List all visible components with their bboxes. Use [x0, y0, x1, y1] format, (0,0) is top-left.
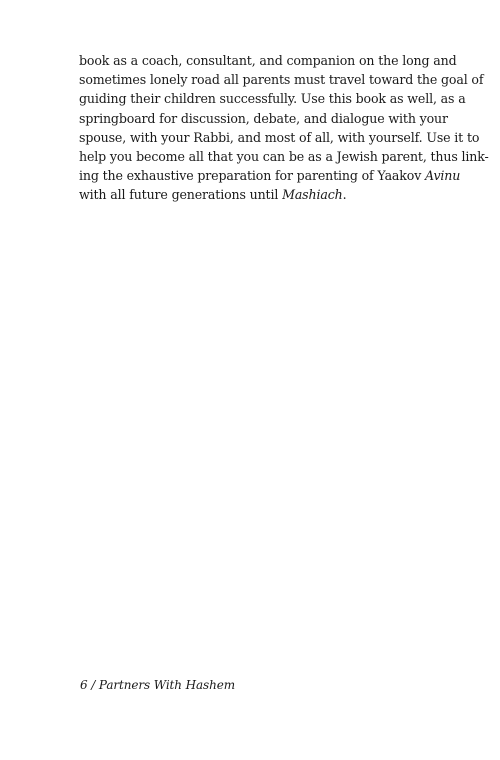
text-line-6: help you become all that you can be as a Jewish parent, thus link- — [79, 149, 489, 165]
text-line-5: spouse, with your Rabbi, and most of all, with yourself. Use it to — [79, 129, 480, 145]
text-line-8 — [79, 185, 441, 204]
text-line-8-roman: with all future generations until — [79, 187, 283, 203]
text-line-1: book as a coach, consultant, and companion on the long and — [79, 53, 457, 68]
text-line-8-italic: Mashiach — [282, 187, 343, 203]
body-paragraph — [79, 51, 489, 205]
text-line-7 — [79, 166, 461, 185]
text-line-4: springboard for discussion, debate, and dialogue with your — [79, 110, 448, 126]
text-line-8-period: . — [342, 187, 347, 203]
text-line-3: guiding their children successfully. Use this book as well, as a — [79, 91, 466, 107]
text-line-7-roman: ing the exhaustive preparation for parenting of Yaakov — [79, 168, 426, 184]
text-line-7-italic: Avinu — [425, 168, 461, 184]
text-line-2: sometimes lonely road all parents must travel toward the goal of — [79, 72, 484, 88]
running-footer: 6 / Partners With Hashem — [80, 678, 236, 692]
